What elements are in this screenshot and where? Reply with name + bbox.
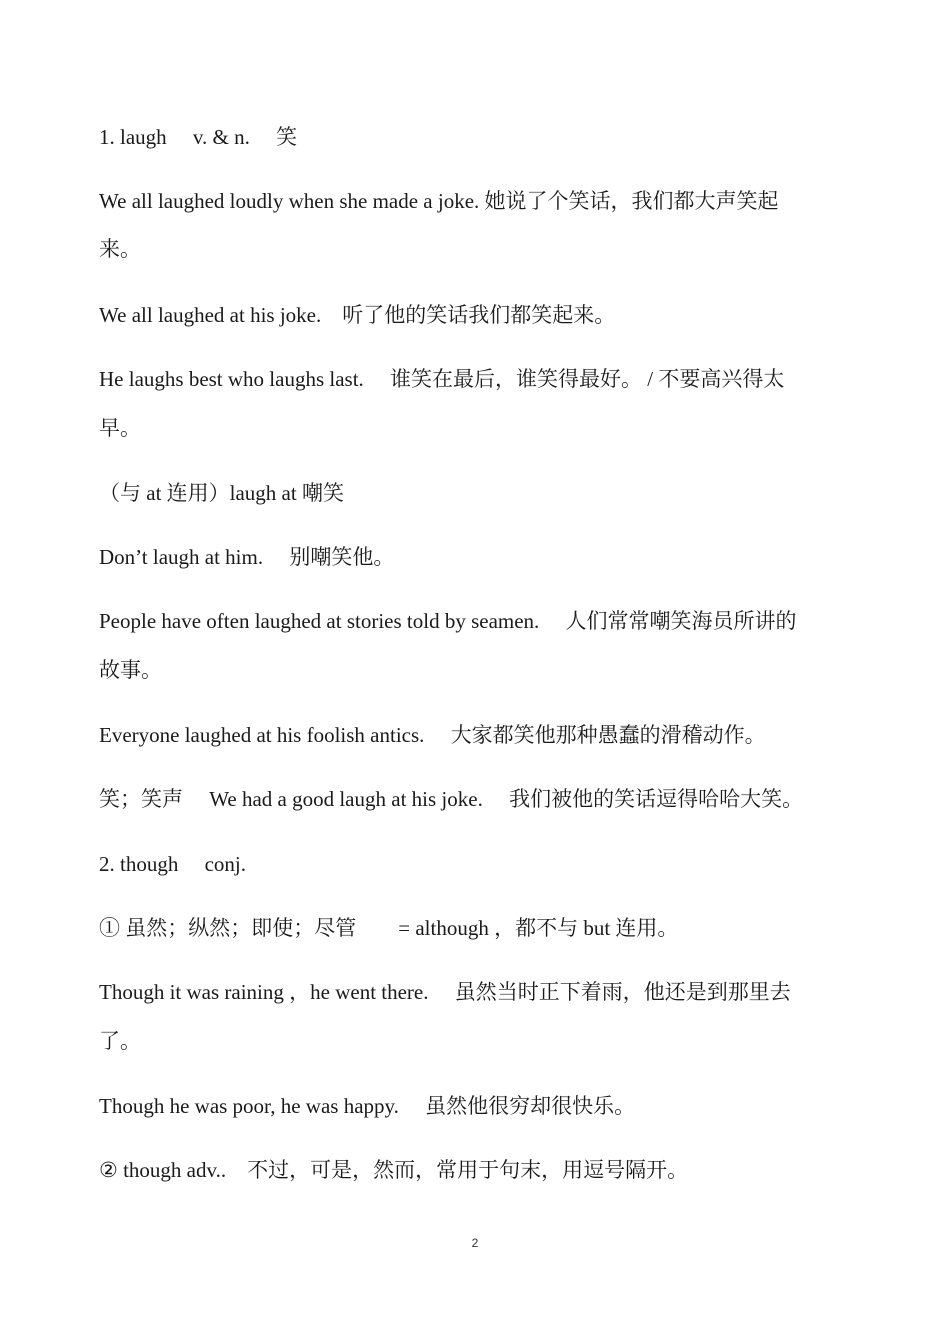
- definition-line: ① 虽然；纵然；即使；尽管 = although ，都不与 but 连用。: [99, 916, 679, 940]
- example-line: He laughs best who laughs last. 谁笑在最后，谁笑得最好。 / 不要高兴得太: [99, 367, 785, 391]
- example-line: Though he was poor, he was happy. 虽然他很穷却很快乐。: [99, 1094, 636, 1118]
- example-line: We all laughed at his joke. 听了他的笑话我们都笑起来。: [99, 303, 616, 327]
- example-line: Though it was raining ，he went there. 虽然当时正下着雨，他还是到那里去: [99, 980, 791, 1004]
- example-line: We all laughed loudly when she made a joke. 她说了个笑话，我们都大声笑起: [99, 189, 779, 213]
- example-line: Don’t laugh at him. 别嘲笑他。: [99, 545, 395, 569]
- usage-note-example: 笑；笑声 We had a good laugh at his joke. 我们被他的笑话逗得哈哈大笑。: [99, 787, 804, 811]
- example-line: Everyone laughed at his foolish antics. 大家都笑他那种愚蠢的滑稽动作。: [99, 723, 766, 747]
- example-line-continued: 了。: [99, 1029, 141, 1053]
- example-line-continued: 早。: [99, 416, 141, 440]
- entry-heading-laugh: 1. laugh v. & n. 笑: [99, 125, 298, 149]
- page-number: 2: [471, 1236, 479, 1250]
- usage-note: （与 at 连用）laugh at 嘲笑: [99, 481, 344, 505]
- entry-heading-though: 2. though conj.: [99, 852, 246, 876]
- example-line: People have often laughed at stories told by seamen. 人们常常嘲笑海员所讲的: [99, 609, 797, 633]
- example-line-continued: 故事。: [99, 658, 162, 682]
- definition-line: ② though adv.. 不过，可是，然而，常用于句末，用逗号隔开。: [99, 1158, 689, 1182]
- example-line-continued: 来。: [99, 237, 141, 261]
